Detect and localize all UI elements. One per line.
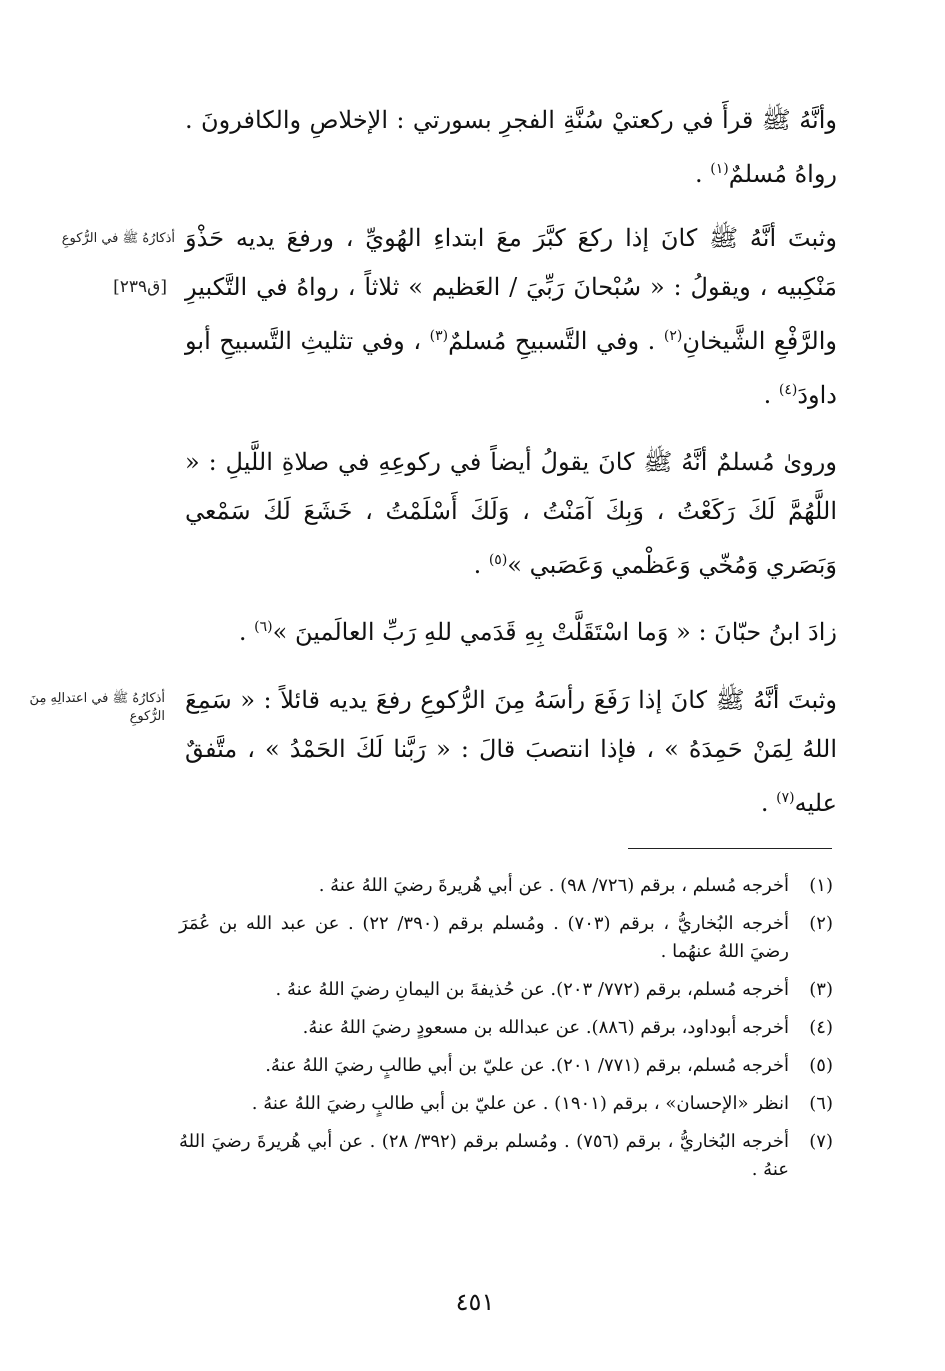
footnote-ref-2[interactable]: (٢) [663,328,683,344]
footnote-text: أخرجه أبوداود، برقم (٨٨٦). عن عبدالله بن مسعودٍ رضيَ اللهُ عنهُ. [302,1017,789,1038]
footnote-item [179,910,833,966]
paragraph-text: وثبتَ أنَّهُ ﷺ كانَ إذا ركعَ كبَّرَ معَ ابتداءِ الهُويِّ ، ورفعَ يديه حَذْوَ مَنْكِبيه ، ويقولُ : « سُبْحانَ رَبِّيَ / العَظيم » ثلاثاً ، رواهُ في التَّكبيرِ والرَّفْعِ الشَّيخانِ [185,224,837,355]
footnote-text: أخرجه مُسلم، برقم (٧٧١/ ٢٠١). عن عليّ بن أبي طالبٍ رضيَ اللهُ عنهُ. [265,1055,789,1076]
footnote-number: (٦) [809,1093,833,1114]
footnote-text: أخرجه البُخاريُّ ، برقم (٧٠٣) . ومُسلم برقم (٣٩٠/ ٢٢) . عن عبد الله بن عُمَرَ رضيَ اللهُ عنهُما . [179,913,790,962]
paragraph-night-prayer-dua [185,438,837,590]
paragraph-end: . [695,160,711,188]
paragraph-fajr-recitation [185,96,837,199]
footnote-number: (٣) [809,979,833,1000]
footnote-text: أخرجه مُسلم ، برقم (٧٢٦/ ٩٨) . عن أبي هُريرةَ رضيَ اللهُ عنهُ . [318,875,789,896]
footnote-item [179,1128,833,1184]
paragraph-text: وثبتَ أنَّهُ ﷺ كانَ إذا رَفَعَ رأسَهُ مِنَ الرُّكوعِ رفعَ يديه قائلاً : « سَمِعَ اللهُ لِمَنْ حَمِدَهُ » ، فإذا انتصبَ قالَ : « رَبَّنا لَكَ الحَمْدُ » ، متَّفقٌ عليه [185,686,837,817]
margin-note-itidal-adhkar: أذكارُهُ ﷺ في اعتدالِهِ مِنَ الرُّكوعِ [29,691,165,724]
paragraph-end: . [238,618,255,646]
footnote-number: (١) [809,875,833,896]
footnote-number: (٥) [809,1055,833,1076]
paragraph-rising-from-ruku [185,676,837,828]
paragraph-text: . وفي التَّسبيحِ مُسلمٌ [448,327,664,355]
footnote-item [179,976,833,1004]
paragraph-text: وروىٰ مُسلمٌ أنَّهُ ﷺ كانَ يقولُ أيضاً في ركوعِهِ في صلاةِ اللَّيلِ : « اللَّهُمَّ لَكَ رَكَعْتُ ، وَبِكَ آمَنْتُ ، وَلَكَ أَسْلَمْتُ ، خَشَعَ لَكَ سَمْعي وَبَصَري وَمُخّي وَعَظْمي وَعَصَبي » [185,448,837,579]
footnote-number: (٢) [809,913,833,934]
footnote-ref-7[interactable]: (٧) [776,790,795,806]
footnote-number: (٧) [809,1131,833,1152]
paragraph-end: . [473,551,489,579]
footnote-ref-5[interactable]: (٥) [488,552,508,568]
footnote-text: انظر «الإحسان» ، برقم (١٩٠١) . عن عليّ بن أبي طالبٍ رضيَ اللهُ عنهُ . [251,1093,789,1114]
paragraph-end: . [763,381,779,409]
margin-note-manuscript-page: [ق٢٣٩] [113,277,167,297]
paragraph-end: . [760,789,777,817]
footnote-text: أخرجه مُسلم، برقم (٧٧٢/ ٢٠٣). عن حُذيفةَ بن اليمانِ رضيَ اللهُ عنهُ . [275,979,789,1000]
footnote-ref-1[interactable]: (١) [710,161,729,177]
paragraph-ibn-hibban-addition [185,603,837,657]
footnote-number: (٤) [809,1017,833,1038]
paragraph-text: زادَ ابنُ حبّانَ : « وَما اسْتَقَلَّتْ بِهِ قَدَمي للهِ رَبِّ العالَمينَ » [272,618,837,646]
footnote-ref-4[interactable]: (٤) [778,382,798,398]
margin-note-ruku-adhkar: أذكارُهُ ﷺ في الرُّكوعِ [61,231,175,246]
footnote-item [179,1014,833,1042]
footnote-ref-3[interactable]: (٣) [429,328,449,344]
footnote-item [179,1090,833,1118]
paragraph-ruku-takbir [185,214,837,420]
footnote-item [179,872,833,900]
page-number: ٤٥١ [455,1288,495,1316]
footnote-text: أخرجه البُخاريُّ ، برقم (٧٥٦) . ومُسلم برقم (٣٩٢/ ٢٨) . عن أبي هُريرةَ رضيَ اللهُ عنهُ . [179,1131,789,1180]
footnote-item [179,1052,833,1080]
footnotes-section [179,872,833,1194]
footnote-ref-6[interactable]: (٦) [254,619,273,635]
paragraph-text: ، وفي تثليثِ التَّسبيحِ أبو داودَ [185,327,837,409]
footnote-divider [628,848,832,849]
paragraph-text: وأنَّهُ ﷺ قرأَ في ركعتيْ سُنَّةِ الفجرِ بسورتي : الإخلاصِ والكافرونَ . رواهُ مُسلمٌ [185,106,837,188]
